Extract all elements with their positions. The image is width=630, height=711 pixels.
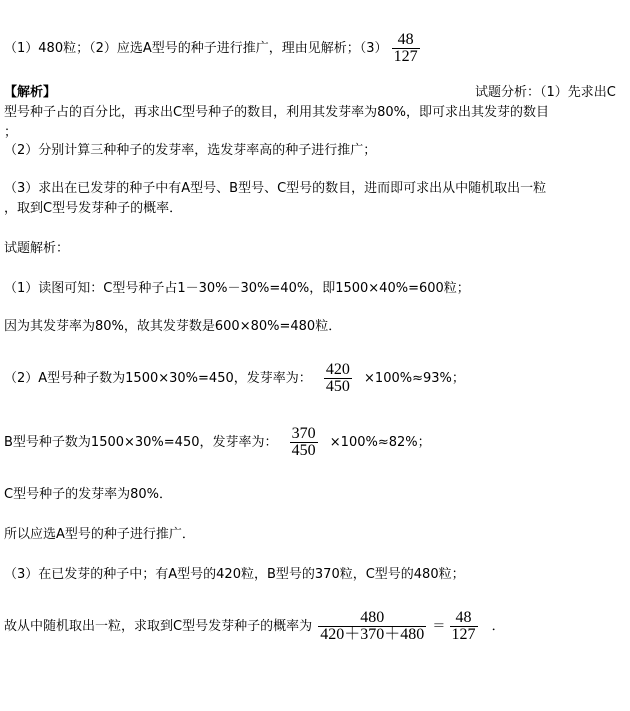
solution-s3-a: （3）在已发芽的种子中；有A型号的420粒，B型号的370粒，C型号的480粒； [4,567,465,582]
s2-a-den: 450 [325,378,350,395]
solution-s1-a: （1）读图可知：C型号种子占1－30%－30%=40%，即1500×40%=600粒； [4,281,470,296]
s2-a-post: ×100%≈93%； [364,371,465,386]
s2-b-num: 370 [291,425,316,442]
s2-b-fraction [290,426,318,459]
s3-b-text: 故从中随机取出一粒，求取到C型号发芽种子的概率为 [4,619,313,634]
answer-fraction [392,32,420,65]
solution-s3-b [4,610,505,643]
solution-s1-b: 因为其发芽率为80%，故其发芽数是600×80%=480粒． [4,319,342,334]
solution-s2-a [4,362,465,395]
s3-b-den: 420＋370＋480 [320,626,425,643]
analysis-step3-a: （3）求出在已发芽的种子中有A型号、B型号、C型号的数目，进而即可求出从中随机取出一粒 [4,181,547,196]
s3-b-num: 480 [360,609,385,626]
s3-b-num-2: 48 [455,609,472,626]
analysis-step2: （2）分别计算三种种子的发芽率，选发芽率高的种子进行推广； [4,143,377,158]
s3-b-end: ． [491,619,505,634]
s3-b-equals: ＝ [432,619,446,634]
s2-b-den: 450 [291,442,316,459]
s3-b-fraction [318,610,426,643]
answer-frac-num: 48 [397,31,414,48]
solution-s2-d: 所以应选A型号的种子进行推广． [4,527,195,542]
answer-line [4,32,420,65]
solution-s2-c: C型号种子的发芽率为80%． [4,487,172,502]
analysis-line1-wrap: 型号种子占的百分比，再求出C型号种子的数目，利用其发芽率为80%，即可求出其发芽的数目 [4,105,549,120]
s2-a-num: 420 [325,361,350,378]
analysis-step3-b: ，取到C型号发芽种子的概率． [4,201,183,216]
analysis-header: 【解析】 [4,85,57,100]
s2-b-text: B型号种子数为1500×30%=450，发芽率为： [4,435,278,450]
solution-title: 试题解析： [4,241,70,256]
answer-text: （1）480粒；（2）应选A型号的种子进行推广，理由见解析；（3） [4,41,388,56]
analysis-line1-end: ； [4,125,18,140]
answer-frac-den: 127 [393,48,418,65]
s2-b-post: ×100%≈82%； [329,435,431,450]
analysis-line1-right: 试题分析：（1）先求出C [475,85,616,100]
s2-a-text: （2）A型号种子数为1500×30%=450，发芽率为： [4,371,312,386]
s2-a-fraction [324,362,352,395]
solution-s2-b [4,426,431,459]
s3-b-den-2: 127 [451,626,476,643]
s3-b-fraction-2 [450,610,478,643]
